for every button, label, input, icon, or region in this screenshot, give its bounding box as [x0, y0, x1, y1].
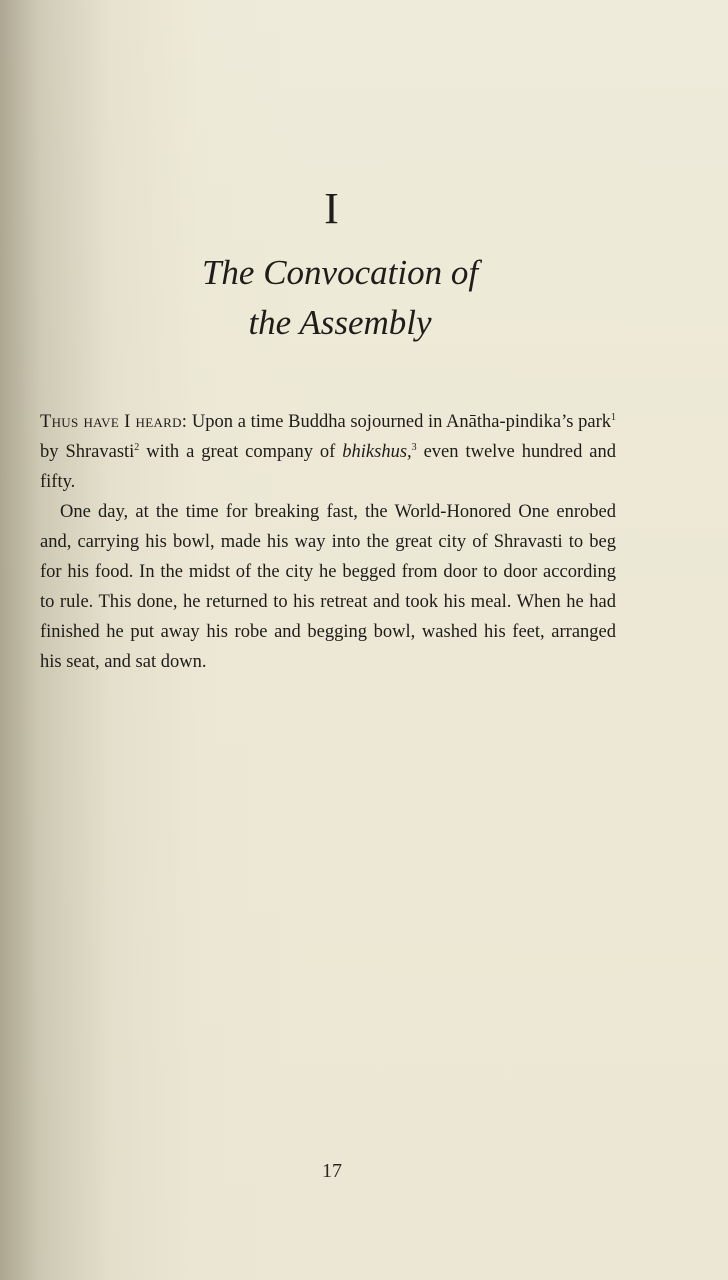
chapter-title [140, 248, 540, 348]
paragraph-1-text-c: with a great company of [139, 442, 343, 462]
chapter-number: I [324, 184, 340, 233]
page-number: 17 [322, 1160, 342, 1182]
paragraph-1 [40, 407, 616, 497]
paragraph-1-text-b: by Shravasti [40, 442, 135, 462]
chapter-title-line-1: The Convocation of [201, 253, 479, 292]
footnote-marker-3: 3 [411, 441, 417, 453]
paragraph-1-text-a: Upon a time Buddha sojourned in Anātha-pindika’s park [187, 412, 611, 432]
italic-term: bhikshus, [342, 442, 412, 462]
chapter-title-line-2: the Assembly [248, 303, 432, 342]
paragraph-2: One day, at the time for breaking fast, the World-Honored One enrobed and, carrying his bowl, made his way into the great city of Shravasti to beg for his food. In the midst of the city he begged from door to door according to rule. This done, he returned to his retreat and took his meal. When he had finished he put away his robe and begging bowl, washed his feet, arranged his seat, and sat down. [40, 502, 616, 672]
footnote-marker-1: 1 [611, 411, 616, 423]
paragraph-1-text-d: even twelve hundred and fifty. [40, 442, 616, 492]
footnote-marker-2: 2 [134, 441, 140, 453]
body-text [40, 407, 616, 677]
opening-small-caps: Thus have I heard: [40, 412, 188, 432]
